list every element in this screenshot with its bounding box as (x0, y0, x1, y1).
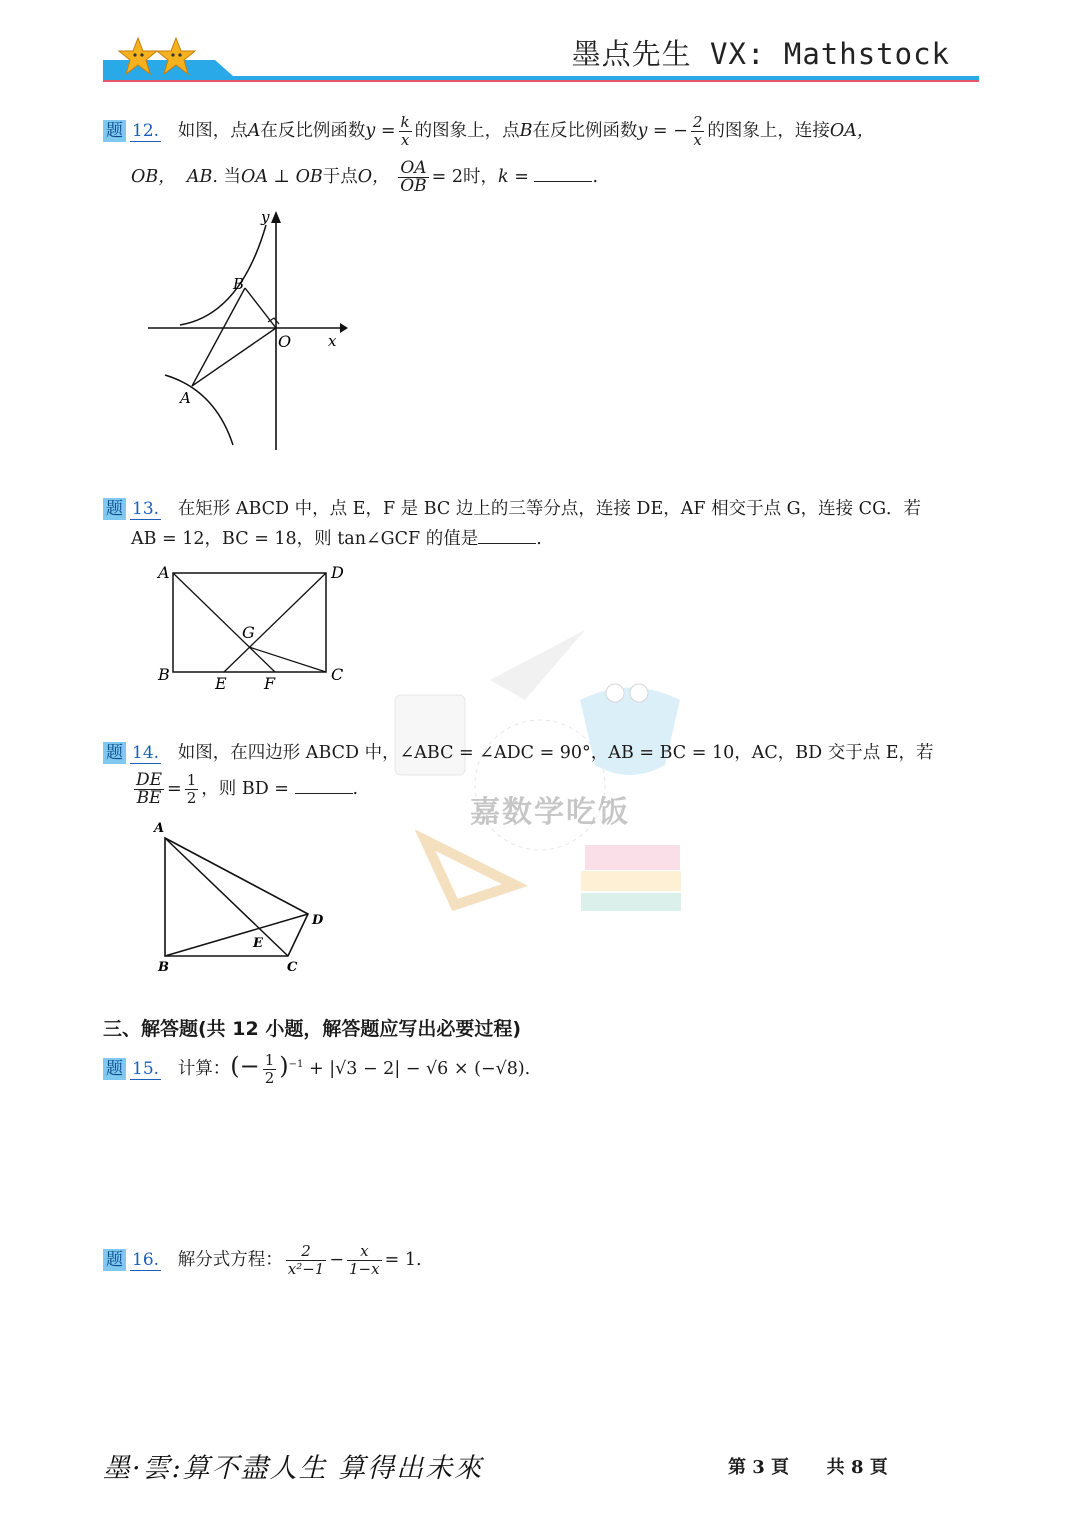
q12-math: OB， (131, 167, 176, 187)
label-a: A (180, 389, 191, 407)
segment-gc (249, 647, 326, 672)
label-d: D (331, 563, 344, 582)
fraction-numerator: x (347, 1243, 382, 1261)
label-x: x (328, 332, 337, 350)
q16-math: = 1. (384, 1250, 422, 1270)
question-15 (103, 1050, 530, 1087)
label-e: E (215, 674, 227, 693)
q15-number: 15. (132, 1058, 160, 1079)
q16-tag: 题 (103, 1249, 126, 1271)
question-16 (103, 1243, 422, 1278)
label-f: F (264, 674, 276, 693)
q13-text: 在矩形 ABCD 中，点 E，F 是 BC 边上的三等分点，连接 DE，AF 相交于点 G，连接 CG．若 (177, 499, 922, 519)
q12-line-1 (103, 114, 874, 149)
q13-figure (150, 560, 360, 695)
fraction-numerator: k (400, 113, 410, 131)
q14-number: 14. (132, 743, 160, 763)
q12-text: 在反比例函数 (532, 121, 638, 141)
segment-bd (165, 914, 308, 956)
fraction-denominator: 2 (186, 789, 197, 807)
fraction-denominator: BE (136, 788, 162, 808)
q12-text: 的图象上，连接 (707, 121, 830, 141)
q13-answer-blank[interactable] (478, 525, 536, 544)
footer-page-info (728, 1453, 888, 1479)
q15-math: ) (279, 1051, 289, 1080)
label-e: E (253, 936, 263, 951)
q16-fraction-1 (286, 1243, 327, 1278)
q14-tag: 题 (103, 742, 126, 764)
fraction-denominator: 1−x (349, 1260, 380, 1278)
q13-text: AB = 12，BC = 18，则 tan∠GCF 的值是 (131, 529, 479, 549)
q12-math: AB. (186, 167, 218, 187)
fraction-denominator: x (400, 131, 410, 149)
q14-text: . (352, 779, 359, 799)
page-number: 第 3 頁 (728, 1457, 790, 1478)
fraction-numerator: DE (136, 770, 163, 790)
stars-logo-icon (118, 36, 198, 80)
q12-answer-blank[interactable] (534, 163, 592, 182)
watermark-graphic-icon (385, 625, 695, 925)
q15-exponent: −1 (288, 1059, 304, 1070)
q12-tag: 题 (103, 120, 126, 142)
q12-figure (140, 205, 360, 455)
q13-number: 13. (132, 499, 160, 519)
q12-text: 当 (223, 167, 241, 187)
q12-var: A (247, 121, 261, 141)
label-b: B (158, 665, 170, 684)
segment-af (173, 573, 275, 672)
y-axis-arrow-icon (271, 211, 281, 223)
q12-number: 12. (132, 121, 160, 141)
q14-fraction-half (185, 772, 199, 807)
segment-de (224, 573, 326, 672)
label-b: B (158, 960, 169, 975)
curve-a (165, 375, 233, 445)
q12-text: 如图，点 (177, 121, 248, 141)
q13-line-2 (131, 524, 542, 554)
fraction-denominator: x (693, 131, 702, 149)
q12-text: 的图象上，点 (414, 121, 520, 141)
label-c: C (331, 665, 344, 684)
q14-text: ，则 BD = (201, 779, 289, 799)
fraction-numerator: 1 (186, 771, 197, 789)
q15-text: 计算： (177, 1058, 231, 1079)
fraction-denominator: OB (400, 176, 427, 196)
label-a: A (158, 563, 170, 582)
fraction-numerator: 1 (264, 1050, 275, 1069)
header-title: 墨点先生 VX: Mathstock (571, 37, 950, 71)
segment-oa (192, 328, 276, 386)
q12-math: y = (365, 121, 396, 141)
x-axis-arrow-icon (340, 323, 348, 333)
q16-text: 解分式方程： (177, 1250, 283, 1270)
q12-text: 在反比例函数 (260, 121, 366, 141)
q12-fraction-2-x (691, 114, 705, 149)
section-heading: 三、解答题(共 12 小题，解答题应写出必要过程) (103, 1018, 522, 1040)
q15-tag: 题 (103, 1058, 126, 1080)
header-red-line (103, 80, 979, 82)
q12-text: . (592, 167, 599, 187)
q14-fraction-de-be (134, 772, 164, 807)
q12-math: OA， (829, 121, 875, 141)
label-d: D (312, 913, 324, 928)
q12-var: B (519, 121, 533, 141)
fraction-numerator: 2 (286, 1243, 327, 1261)
q15-math: + |√3 − 2| − √6 × (−√8). (308, 1058, 531, 1079)
footer-motto: 墨·雲:算不盡人生 算得出未來 (103, 1453, 484, 1484)
q15-fraction (263, 1052, 277, 1087)
q13-tag: 题 (103, 498, 126, 520)
q16-math: − (329, 1250, 345, 1270)
q14-line-1 (103, 738, 934, 768)
fraction-denominator: 2 (264, 1068, 275, 1087)
q12-fraction-k-x (399, 114, 412, 149)
label-b: B (233, 275, 245, 293)
q12-fraction-oa-ob (398, 160, 428, 195)
label-a: A (154, 821, 165, 836)
label-y: y (261, 208, 270, 226)
segment-ob (245, 288, 276, 328)
q14-text: 如图，在四边形 ABCD 中，∠ABC = ∠ADC = 90°，AB = BC = 10，AC，BD 交于点 E，若 (177, 743, 934, 763)
q12-text: 于点 (322, 167, 358, 187)
q14-figure (150, 818, 335, 978)
fraction-denominator: x²−1 (287, 1260, 325, 1278)
q13-line-1 (103, 494, 921, 524)
q12-math: y = − (637, 121, 688, 141)
fraction-numerator: OA (398, 160, 428, 178)
q15-math: (− (230, 1051, 260, 1080)
curve-b (180, 225, 266, 325)
segment-ab (192, 288, 245, 386)
q14-line-2 (131, 772, 358, 807)
q16-number: 16. (132, 1250, 160, 1270)
q12-math: OA ⊥ OB (241, 167, 323, 187)
label-o: O (278, 332, 292, 351)
page-total: 共 8 頁 (826, 1457, 888, 1478)
label-c: C (287, 960, 298, 975)
fraction-numerator: 2 (692, 113, 703, 131)
quadrilateral-abcd (165, 838, 308, 956)
q12-math: O， (357, 167, 390, 187)
label-g: G (242, 623, 255, 642)
q13-text: . (536, 529, 542, 549)
watermark-text: 嘉数学吃饭 (470, 795, 630, 830)
q12-math: k = (498, 167, 529, 187)
q14-answer-blank[interactable] (295, 775, 353, 794)
q12-line-2 (131, 160, 598, 195)
q12-text: = 2时， (431, 167, 499, 187)
q16-fraction-2 (347, 1243, 382, 1278)
q14-text: = (167, 779, 182, 799)
